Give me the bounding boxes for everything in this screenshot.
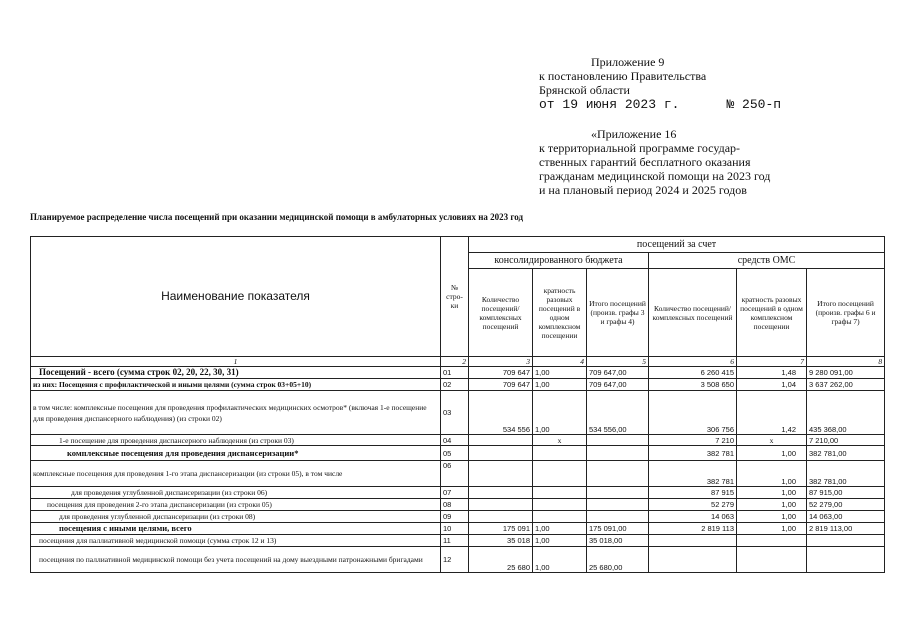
- table-row: [31, 461, 885, 487]
- cell-c8: 87 915,00: [807, 487, 885, 499]
- cell-c5: [587, 435, 649, 446]
- cell-c6: 6 260 415: [649, 367, 737, 379]
- cell-c3: [469, 446, 533, 461]
- cell-c4: 1,00: [533, 391, 587, 435]
- head-row-no: № стро-ки: [441, 237, 469, 357]
- row-no: 03: [441, 391, 469, 435]
- cell-c4: [533, 511, 587, 523]
- cell-c8: [807, 547, 885, 573]
- cell-c5: [587, 499, 649, 511]
- cell-c4: 1,00: [533, 367, 587, 379]
- row-no: 12: [441, 547, 469, 573]
- head-col3: Количество посещений/ комплексных посещений: [469, 269, 533, 357]
- col-index: 6: [649, 357, 737, 367]
- annex2-line: гражданам медицинской помощи на 2023 год: [539, 169, 771, 183]
- col-index: 1: [31, 357, 441, 367]
- cell-c6: 87 915: [649, 487, 737, 499]
- row-no: 06: [441, 461, 469, 487]
- column-index-row: [31, 357, 885, 367]
- annex2-line: ственных гарантий бесплатного оказания: [539, 155, 751, 169]
- row-no: 09: [441, 511, 469, 523]
- table-row: [31, 446, 885, 461]
- cell-c5: 709 647,00: [587, 379, 649, 391]
- head-visits-by-source: посещений за счет: [469, 237, 885, 253]
- col-index: 5: [587, 357, 649, 367]
- head-oms-funds: средств ОМС: [649, 253, 885, 269]
- row-no: 05: [441, 446, 469, 461]
- row-name: комплексные посещения для проведения диспансеризации*: [31, 446, 441, 461]
- head-col8: Итого посещений (произв. графы 6 и графы 7): [807, 269, 885, 357]
- table-row: [31, 487, 885, 499]
- row-name: посещения для паллиативной медицинской помощи (сумма строк 12 и 13): [31, 535, 441, 547]
- cell-c4: 1,00: [533, 535, 587, 547]
- cell-c6: 382 781: [649, 461, 737, 487]
- cell-c6: 2 819 113: [649, 523, 737, 535]
- cell-c6: 14 063: [649, 511, 737, 523]
- cell-c4: 1,00: [533, 523, 587, 535]
- cell-c4: [533, 499, 587, 511]
- table-row: [31, 499, 885, 511]
- cell-c3: 709 647: [469, 367, 533, 379]
- row-name: комплексные посещения для проведения 1-го этапа диспансеризации (из строки 05), в том числе: [31, 461, 441, 487]
- cell-c7: x: [737, 435, 807, 446]
- cell-c7: 1,00: [737, 499, 807, 511]
- cell-c5: 25 680,00: [587, 547, 649, 573]
- cell-c3: [469, 461, 533, 487]
- cell-c3: 35 018: [469, 535, 533, 547]
- row-name: посещения по паллиативной медицинской помощи без учета посещений на дому выездными патронажными бригадами: [31, 547, 441, 573]
- row-no: 07: [441, 487, 469, 499]
- cell-c4: [533, 446, 587, 461]
- document-title: Планируемое распределение числа посещений при оказании медицинской помощи в амбулаторных условиях на 2023 год: [30, 212, 524, 222]
- row-name: посещения с иными целями, всего: [31, 523, 441, 535]
- row-name: для проведения углубленной диспансеризации (из строки 06): [31, 487, 441, 499]
- cell-c8: [807, 535, 885, 547]
- table-row: [31, 435, 885, 446]
- cell-c7: 1,42: [737, 391, 807, 435]
- cell-c4: 1,00: [533, 379, 587, 391]
- cell-c8: 382 781,00: [807, 446, 885, 461]
- cell-c8: 9 280 091,00: [807, 367, 885, 379]
- table-head-row: [31, 237, 885, 253]
- head-col7: кратность разовых посещений в одном комплексном посещении: [737, 269, 807, 357]
- annex2-block: [539, 127, 770, 197]
- cell-c3: 25 680: [469, 547, 533, 573]
- cell-c6: [649, 535, 737, 547]
- table-row: [31, 391, 885, 435]
- visits-table: [30, 236, 885, 573]
- annex-number: № 250-п: [726, 97, 782, 112]
- annex-date: от 19 июня 2023 г.: [539, 97, 680, 112]
- cell-c7: 1,00: [737, 487, 807, 499]
- cell-c4: [533, 461, 587, 487]
- annex-date-line: [539, 97, 781, 112]
- col-index: 8: [807, 357, 885, 367]
- cell-c5: 534 556,00: [587, 391, 649, 435]
- table-row: [31, 511, 885, 523]
- cell-c6: 7 210: [649, 435, 737, 446]
- head-name: Наименование показателя: [31, 237, 441, 357]
- cell-c8: 14 063,00: [807, 511, 885, 523]
- row-name: Посещений - всего (сумма строк 02, 20, 22, 30, 31): [31, 367, 441, 379]
- row-no: 11: [441, 535, 469, 547]
- cell-c8: 382 781,00: [807, 461, 885, 487]
- table-row: [31, 367, 885, 379]
- row-no: 01: [441, 367, 469, 379]
- cell-c6: 306 756: [649, 391, 737, 435]
- cell-c3: [469, 487, 533, 499]
- cell-c6: 52 279: [649, 499, 737, 511]
- row-name: в том числе: комплексные посещения для проведения профилактических медицинских осмотров* (включая 1-е посещение для проведения диспансерного наблюдения) (из строки 02): [31, 391, 441, 435]
- row-name: из них: Посещения с профилактической и иными целями (сумма строк 03+05+10): [31, 379, 441, 391]
- cell-c3: [469, 511, 533, 523]
- cell-c5: [587, 446, 649, 461]
- row-name: для проведения углубленной диспансеризации (из строки 08): [31, 511, 441, 523]
- annex2-title: «Приложение 16: [591, 127, 677, 141]
- col-index: 3: [469, 357, 533, 367]
- cell-c5: 709 647,00: [587, 367, 649, 379]
- row-name: посещения для проведения 2-го этапа диспансеризации (из строки 05): [31, 499, 441, 511]
- cell-c7: 1,00: [737, 446, 807, 461]
- cell-c8: 2 819 113,00: [807, 523, 885, 535]
- annex2-line: к территориальной программе государ-: [539, 141, 741, 155]
- cell-c7: [737, 535, 807, 547]
- cell-c5: [587, 461, 649, 487]
- cell-c5: [587, 487, 649, 499]
- cell-c4: [533, 487, 587, 499]
- cell-c6: 382 781: [649, 446, 737, 461]
- cell-c4: x: [533, 435, 587, 446]
- cell-c7: 1,48: [737, 367, 807, 379]
- cell-c8: 3 637 262,00: [807, 379, 885, 391]
- annex-title: Приложение 9: [591, 55, 665, 69]
- cell-c5: [587, 511, 649, 523]
- head-col5: Итого посещений (произв. графы 3 и графы 4): [587, 269, 649, 357]
- annex-line: к постановлению Правительства: [539, 69, 707, 83]
- cell-c7: 1,00: [737, 511, 807, 523]
- cell-c7: [737, 547, 807, 573]
- table-row: [31, 523, 885, 535]
- row-no: 04: [441, 435, 469, 446]
- cell-c4: 1,00: [533, 547, 587, 573]
- head-col4: кратность разовых посещений в одном комплексном посещении: [533, 269, 587, 357]
- cell-c7: 1,00: [737, 523, 807, 535]
- cell-c7: 1,04: [737, 379, 807, 391]
- table-row: [31, 535, 885, 547]
- cell-c5: 175 091,00: [587, 523, 649, 535]
- cell-c8: 52 279,00: [807, 499, 885, 511]
- annex2-line: и на плановый период 2024 и 2025 годов: [539, 183, 747, 197]
- annex-block: [539, 55, 781, 112]
- head-consolidated-budget: консолидированного бюджета: [469, 253, 649, 269]
- cell-c8: 7 210,00: [807, 435, 885, 446]
- row-no: 10: [441, 523, 469, 535]
- cell-c5: 35 018,00: [587, 535, 649, 547]
- annex-line: Брянской области: [539, 83, 630, 97]
- cell-c6: [649, 547, 737, 573]
- cell-c3: [469, 435, 533, 446]
- cell-c3: 175 091: [469, 523, 533, 535]
- col-index: 7: [737, 357, 807, 367]
- table-row: [31, 379, 885, 391]
- cell-c6: 3 508 650: [649, 379, 737, 391]
- row-name: 1-е посещение для проведения диспансерного наблюдения (из строки 03): [31, 435, 441, 446]
- row-no: 02: [441, 379, 469, 391]
- cell-c3: [469, 499, 533, 511]
- cell-c3: 534 556: [469, 391, 533, 435]
- row-no: 08: [441, 499, 469, 511]
- cell-c3: 709 647: [469, 379, 533, 391]
- col-index: 2: [441, 357, 469, 367]
- col-index: 4: [533, 357, 587, 367]
- cell-c7: 1,00: [737, 461, 807, 487]
- head-col6: Количество посещений/ комплексных посещений: [649, 269, 737, 357]
- table-row: [31, 547, 885, 573]
- cell-c8: 435 368,00: [807, 391, 885, 435]
